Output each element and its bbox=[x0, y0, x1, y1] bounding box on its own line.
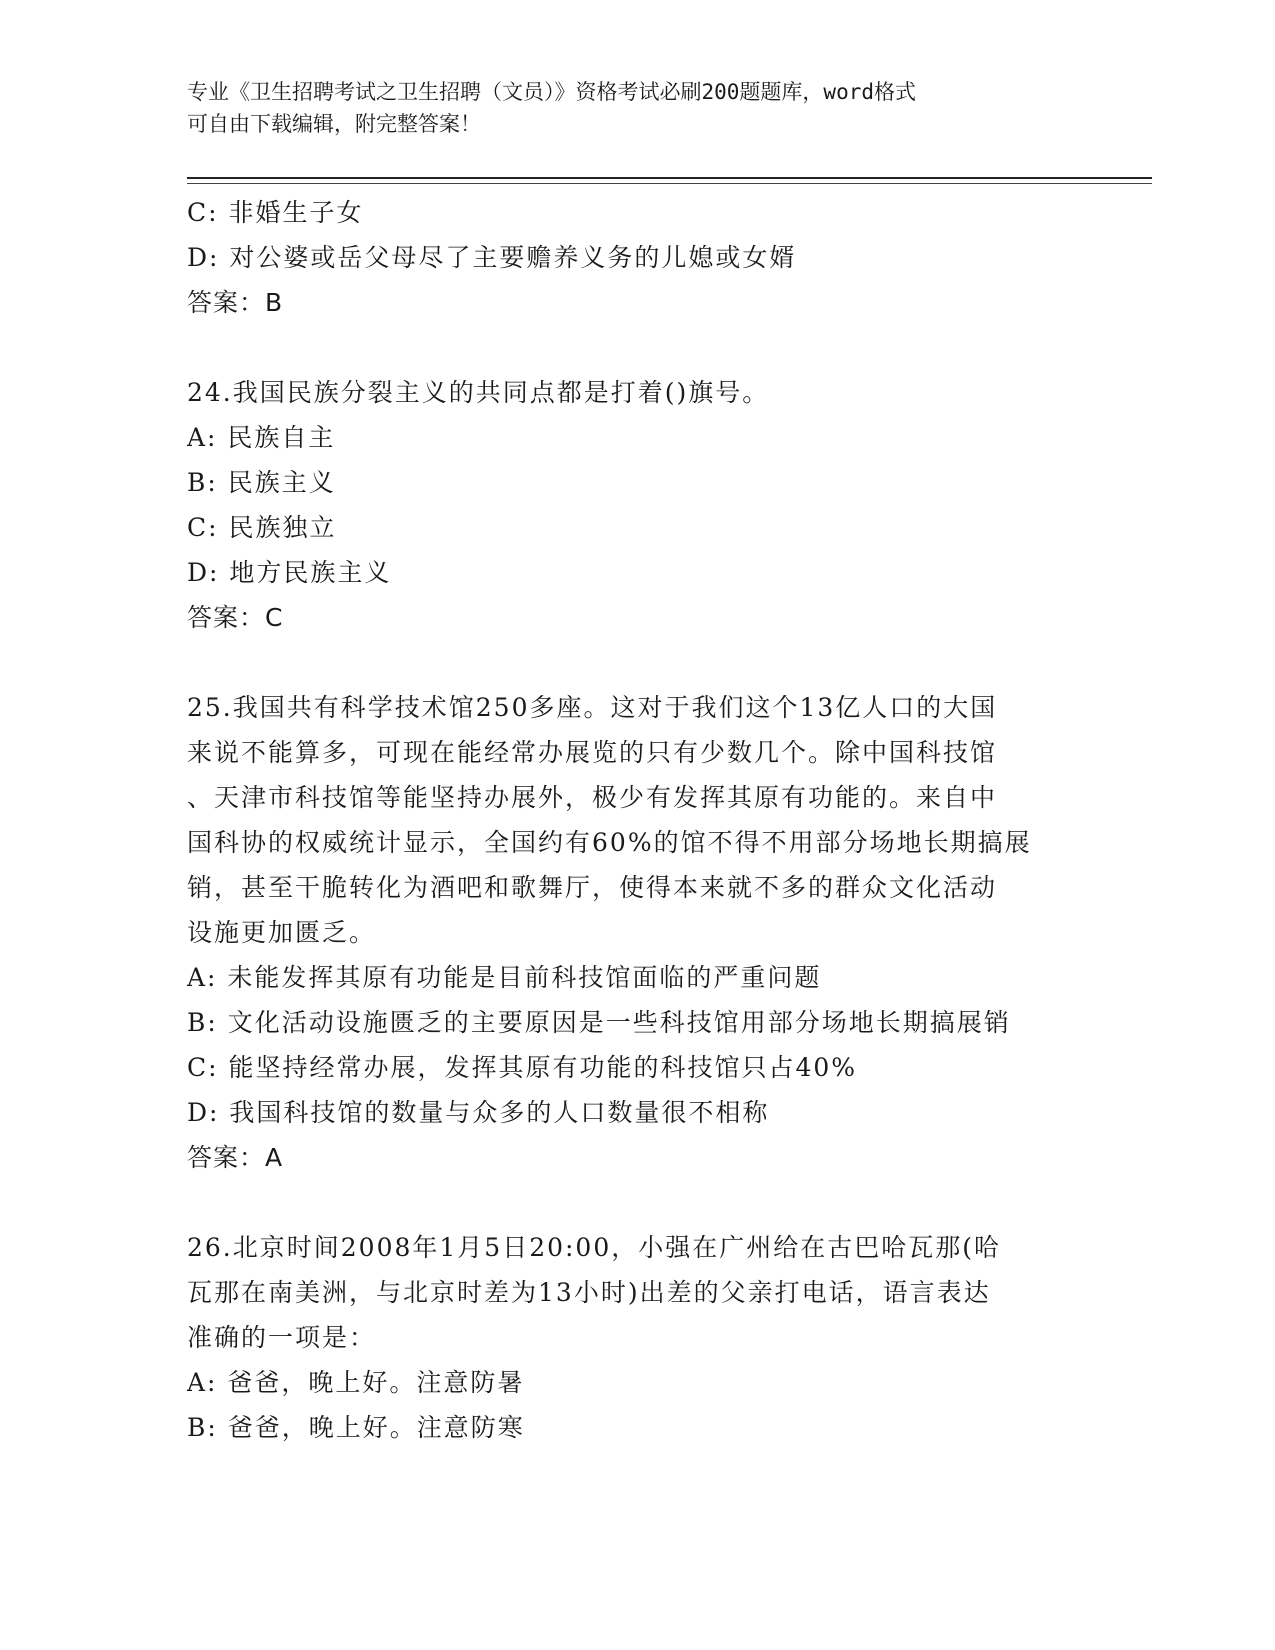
option-d: D: 地方民族主义 bbox=[187, 558, 392, 587]
question-stem-line: 国科协的权威统计显示，全国约有60%的馆不得不用部分场地长期搞展 bbox=[187, 828, 1032, 857]
question-stem-line: 26.北京时间2008年1月5日20:00，小强在广州给在古巴哈瓦那(哈 bbox=[187, 1233, 1001, 1262]
option-c: C: 民族独立 bbox=[187, 513, 337, 542]
question-stem-line: 销，甚至干脆转化为酒吧和歌舞厅，使得本来就不多的群众文化活动 bbox=[187, 873, 998, 902]
option-b: B: 民族主义 bbox=[187, 468, 336, 497]
answer-label: 答案：C bbox=[187, 603, 284, 632]
option-a: A: 未能发挥其原有功能是目前科技馆面临的严重问题 bbox=[187, 963, 822, 992]
option-a: A: 爸爸，晚上好。注意防暑 bbox=[187, 1368, 525, 1397]
option-d: D: 我国科技馆的数量与众多的人口数量很不相称 bbox=[187, 1098, 770, 1127]
answer-label: 答案：B bbox=[187, 288, 284, 317]
question-block-25 bbox=[187, 685, 1087, 1180]
header-line-2: 可自由下载编辑，附完整答案！ bbox=[187, 112, 481, 136]
question-stem-line: 来说不能算多，可现在能经常办展览的只有少数几个。除中国科技馆 bbox=[187, 738, 998, 767]
option-b: B: 爸爸，晚上好。注意防寒 bbox=[187, 1413, 525, 1442]
question-block-prev bbox=[187, 190, 1087, 325]
question-block-26 bbox=[187, 1225, 1087, 1450]
option-a: A: 民族自主 bbox=[187, 423, 336, 452]
question-stem-line: 设施更加匮乏。 bbox=[187, 918, 377, 947]
question-stem-line: 25.我国共有科学技术馆250多座。这对于我们这个13亿人口的大国 bbox=[187, 693, 998, 722]
question-block-24 bbox=[187, 370, 1087, 640]
spacer bbox=[187, 640, 1087, 685]
question-list bbox=[187, 190, 1087, 1450]
header-divider-thin bbox=[187, 183, 1152, 184]
question-stem-line: 准确的一项是： bbox=[187, 1323, 377, 1352]
header-line-1: 专业《卫生招聘考试之卫生招聘（文员）》资格考试必刷200题题库，word格式 bbox=[187, 80, 916, 104]
question-stem: 24.我国民族分裂主义的共同点都是打着()旗号。 bbox=[187, 378, 770, 407]
spacer bbox=[187, 325, 1087, 370]
option-c: C: 能坚持经常办展，发挥其原有功能的科技馆只占40% bbox=[187, 1053, 858, 1082]
question-stem-line: 瓦那在南美洲，与北京时差为13小时)出差的父亲打电话，语言表达 bbox=[187, 1278, 991, 1307]
answer-label: 答案：A bbox=[187, 1143, 284, 1172]
document-header bbox=[187, 76, 1067, 140]
header-divider-thick bbox=[187, 177, 1152, 179]
option-d: D: 对公婆或岳父母尽了主要赡养义务的儿媳或女婿 bbox=[187, 243, 797, 272]
option-b: B: 文化活动设施匮乏的主要原因是一些科技馆用部分场地长期搞展销 bbox=[187, 1008, 1011, 1037]
option-c: C: 非婚生子女 bbox=[187, 198, 364, 227]
spacer bbox=[187, 1180, 1087, 1225]
question-stem-line: 、天津市科技馆等能坚持办展外，极少有发挥其原有功能的。来自中 bbox=[187, 783, 998, 812]
